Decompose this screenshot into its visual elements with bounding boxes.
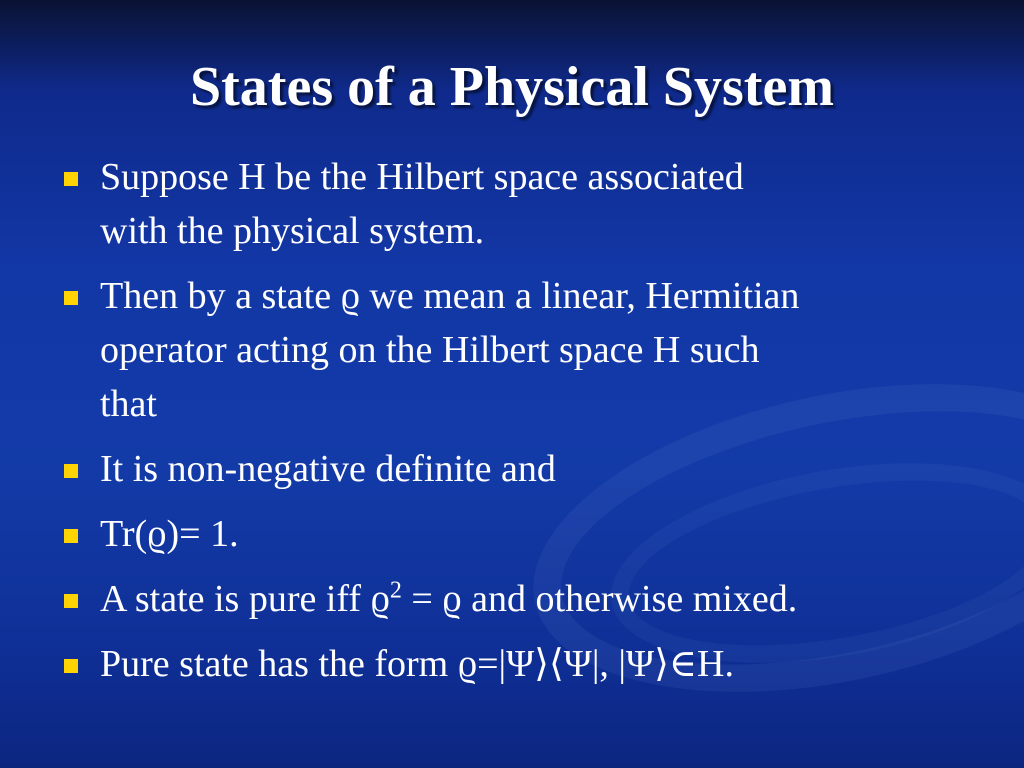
bullet-square-icon: [64, 291, 78, 305]
bullet-item-hilbert-space: [60, 150, 940, 258]
bullet-line: Pure state has the form ϱ=|Ψ⟩⟨Ψ|, |Ψ⟩∈H.: [100, 643, 734, 685]
bullet-line: [100, 572, 940, 626]
bullet-square-icon: [64, 529, 78, 543]
bullet-item-non-negative: [60, 442, 940, 496]
bullet-line: operator acting on the Hilbert space H such: [100, 329, 760, 371]
bullet-list: [60, 150, 940, 702]
formula-before: A state is pure iff ϱ: [100, 578, 390, 620]
bullet-line: Suppose H be the Hilbert space associated: [100, 156, 744, 198]
bullet-line: Then by a state ϱ we mean a linear, Hermitian: [100, 275, 800, 317]
bullet-line: Tr(ϱ)= 1.: [100, 513, 239, 555]
formula-after: = ϱ and otherwise mixed.: [401, 578, 798, 620]
bullet-square-icon: [64, 659, 78, 673]
bullet-item-pure-form: [60, 637, 940, 691]
bullet-line: It is non-negative definite and: [100, 448, 556, 490]
bullet-square-icon: [64, 464, 78, 478]
bullet-square-icon: [64, 172, 78, 186]
bullet-square-icon: [64, 594, 78, 608]
bullet-item-trace: [60, 507, 940, 561]
bullet-item-pure-mixed: [60, 572, 940, 626]
bullet-line: that: [100, 383, 157, 425]
bullet-item-state-definition: [60, 269, 940, 431]
slide-title: States of a Physical System: [190, 56, 834, 118]
bullet-line: with the physical system.: [100, 210, 485, 252]
superscript-exponent: 2: [389, 577, 402, 604]
